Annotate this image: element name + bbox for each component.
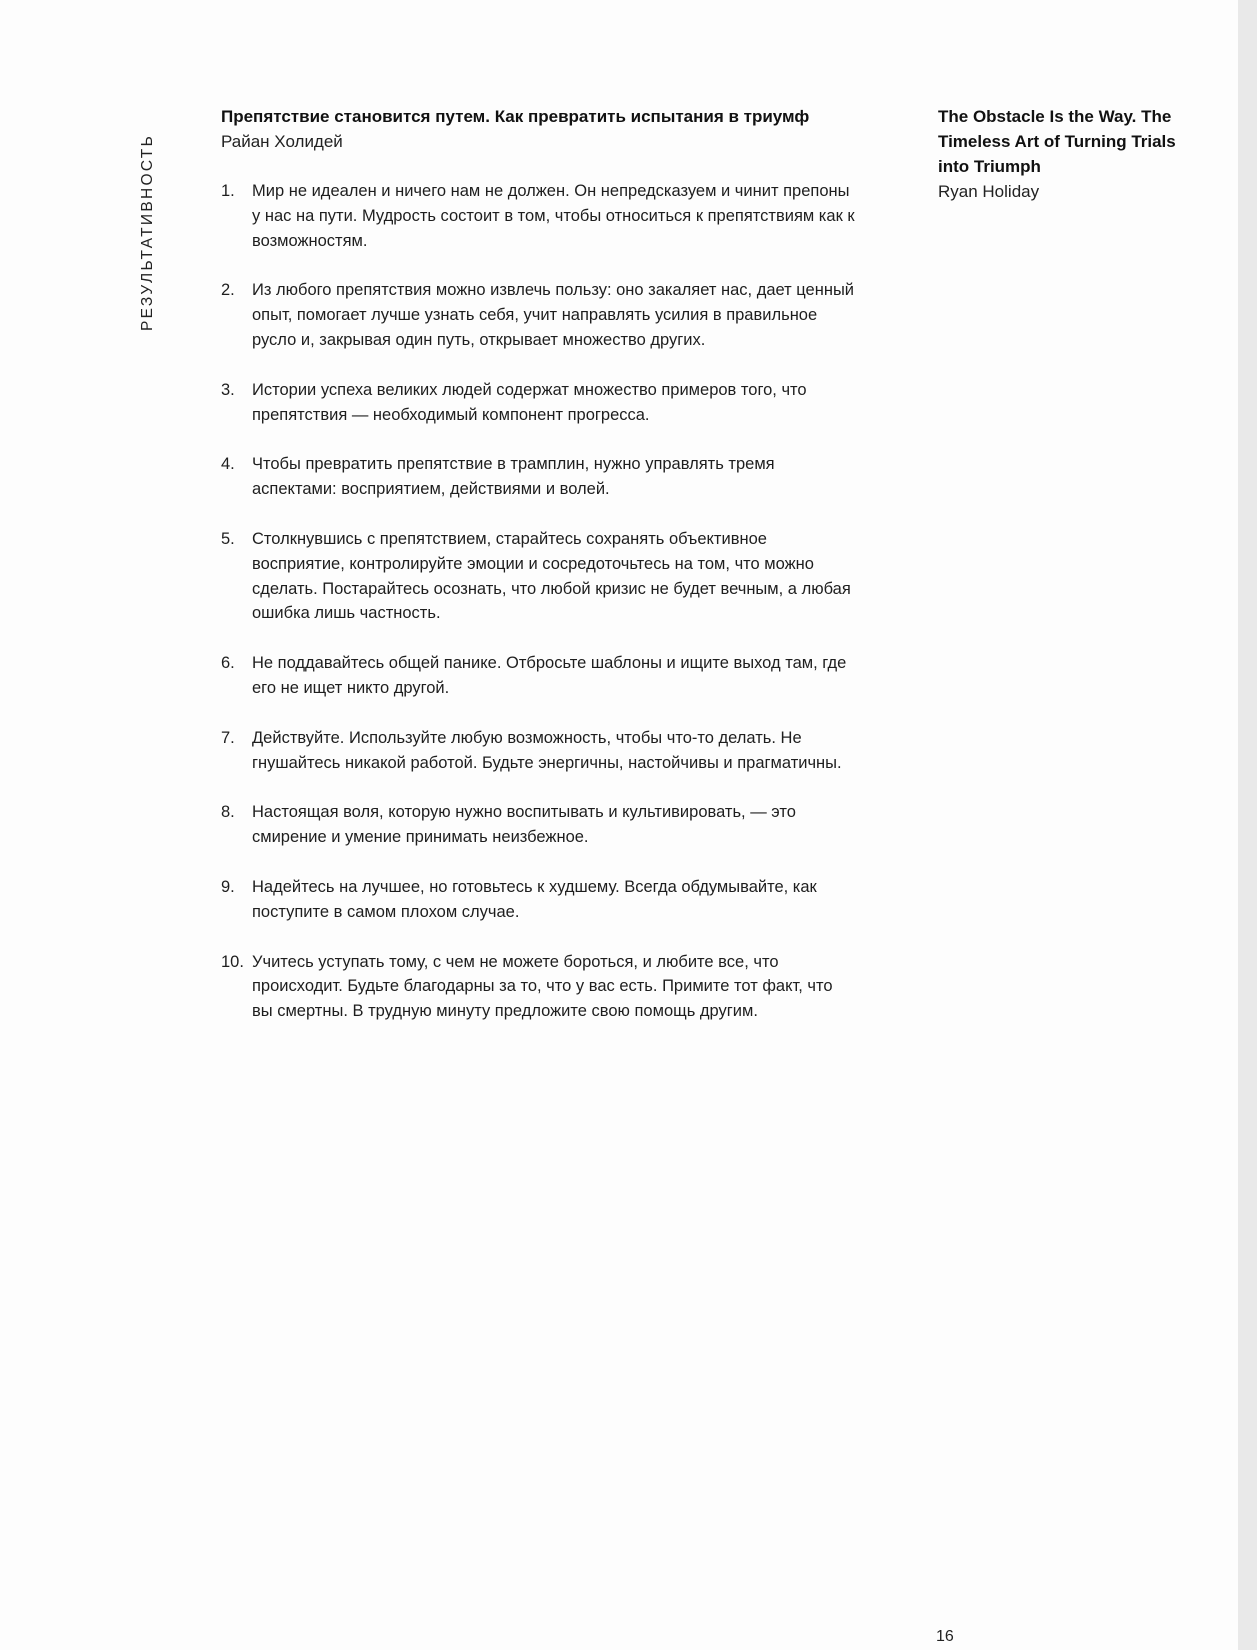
list-item [221, 378, 871, 428]
list-item [221, 651, 871, 701]
takeaways-list [221, 179, 871, 1024]
english-title-column [938, 104, 1208, 204]
list-item [221, 179, 871, 253]
list-item-text: Столкнувшись с препятствием, старайтесь сохранять объективное восприятие, контролируйте эмоции и сосредоточьтесь на том, что можно сделать. Постарайтесь осознать, что любой кризис не будет вечным, а любая ошибка лишь частность. [252, 529, 851, 623]
book-title-en: The Obstacle Is the Way. The Timeless Art of Turning Trials into Triumph [938, 107, 1176, 176]
list-item-text: Из любого препятствия можно извлечь пользу: оно закаляет нас, дает ценный опыт, помогает лучше узнать себя, учит направлять усилия в правильное русло и, закрывая один путь, открывает множество других. [252, 281, 855, 349]
list-item-number: 4. [221, 455, 235, 474]
list-item [221, 875, 871, 925]
list-item-text: Настоящая воля, которую нужно воспитывать и культивировать, — это смирение и умение принимать неизбежное. [252, 803, 796, 847]
book-title-ru: Препятствие становится путем. Как превратить испытания в триумф [221, 107, 810, 126]
page-number: 16 [936, 1628, 954, 1645]
list-item-text: Надейтесь на лучшее, но готовьтесь к худшему. Всегда обдумывайте, как поступите в самом плохом случае. [252, 877, 817, 921]
list-item-number: 7. [221, 728, 235, 747]
list-item-text: Чтобы превратить препятствие в трамплин, нужно управлять тремя аспектами: восприятием, действиями и волей. [252, 455, 775, 499]
list-item [221, 527, 871, 626]
list-item [221, 800, 871, 850]
list-item-number: 2. [221, 281, 235, 300]
list-item-text: Действуйте. Используйте любую возможность, чтобы что-то делать. Не гнушайтесь никакой работой. Будьте энергичны, настойчивы и прагматичны. [252, 728, 842, 772]
list-item-text: Мир не идеален и ничего нам не должен. Он непредсказуем и чинит препоны у нас на пути. Мудрость состоит в том, чтобы относиться к препятствиям как к возможностям. [252, 182, 855, 250]
list-item [221, 726, 871, 776]
list-item-text: Не поддавайтесь общей панике. Отбросьте шаблоны и ищите выход там, где его не ищет никто другой. [252, 654, 847, 697]
book-author-ru: Райан Холидей [221, 132, 343, 151]
list-item-number: 10. [221, 952, 244, 971]
list-item-text: Учитесь уступать тому, с чем не можете бороться, и любите все, что происходит. Будьте благодарны за то, что у вас есть. Примите тот факт, что вы смертны. В трудную минуту предложите свою помощь другим. [252, 952, 833, 1021]
list-item [221, 950, 871, 1024]
list-item-number: 8. [221, 803, 235, 822]
list-item-number: 1. [221, 182, 235, 200]
list-item-text: Истории успеха великих людей содержат множество примеров того, что препятствия — необходимый компонент прогресса. [252, 380, 807, 424]
section-label-text: РЕЗУЛЬТАТИВНОСТЬ [139, 133, 156, 331]
list-item-number: 5. [221, 529, 235, 548]
list-item [221, 278, 871, 352]
main-column [221, 104, 871, 1049]
list-item-number: 9. [221, 877, 235, 896]
section-label [138, 111, 158, 331]
list-item-number: 3. [221, 380, 235, 399]
list-item-number: 6. [221, 654, 235, 673]
book-author-en: Ryan Holiday [938, 182, 1040, 201]
list-item [221, 452, 871, 502]
